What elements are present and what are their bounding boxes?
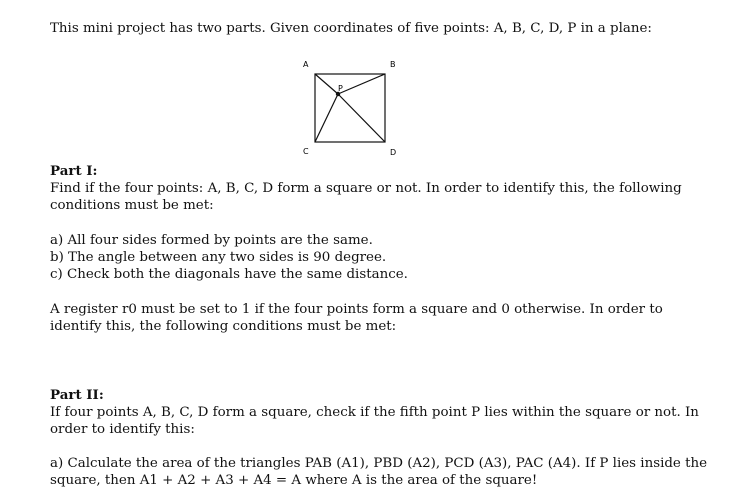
part2-description-line2: order to identify this: [50, 422, 195, 437]
label-c: C [303, 147, 309, 156]
step-a-line1: a) Calculate the area of the triangles PAB (A1), PBD (A2), PCD (A3), PAC (A4). If P lies inside the [50, 456, 708, 471]
part1-description-line1: Find if the four points: A, B, C, D form a square or not. In order to identify this, the following [50, 181, 682, 196]
segment-p-d [338, 94, 385, 142]
label-p: P [338, 84, 343, 93]
part1-heading: Part I: [50, 163, 98, 179]
intro-text: This mini project has two parts. Given coordinates of five points: A, B, C, D, P in a plane: [50, 21, 652, 36]
segment-p-b [338, 74, 385, 94]
part1-description-line2: conditions must be met: [50, 198, 214, 213]
condition-a: a) All four sides formed by points are the same. [50, 233, 373, 248]
label-b: B [390, 60, 396, 69]
step-a-line2: square, then A1 + A2 + A3 + A4 = A where A is the area of the square! [50, 473, 538, 488]
register-line1: A register r0 must be set to 1 if the four points form a square and 0 otherwise. In order to [50, 302, 663, 317]
label-d: D [390, 148, 397, 157]
part2-description-line1: If four points A, B, C, D form a square, check if the fifth point P lies within the square or not. In [50, 405, 699, 420]
part2-heading: Part II: [50, 387, 104, 403]
label-a: A [303, 60, 309, 69]
segment-p-c [315, 94, 338, 142]
condition-b: b) The angle between any two sides is 90 degree. [50, 250, 387, 265]
condition-c: c) Check both the diagonals have the same distance. [50, 267, 408, 282]
segment-p-a [315, 74, 338, 94]
square-diagram [295, 56, 405, 160]
register-line2: identify this, the following conditions must be met: [50, 319, 397, 334]
